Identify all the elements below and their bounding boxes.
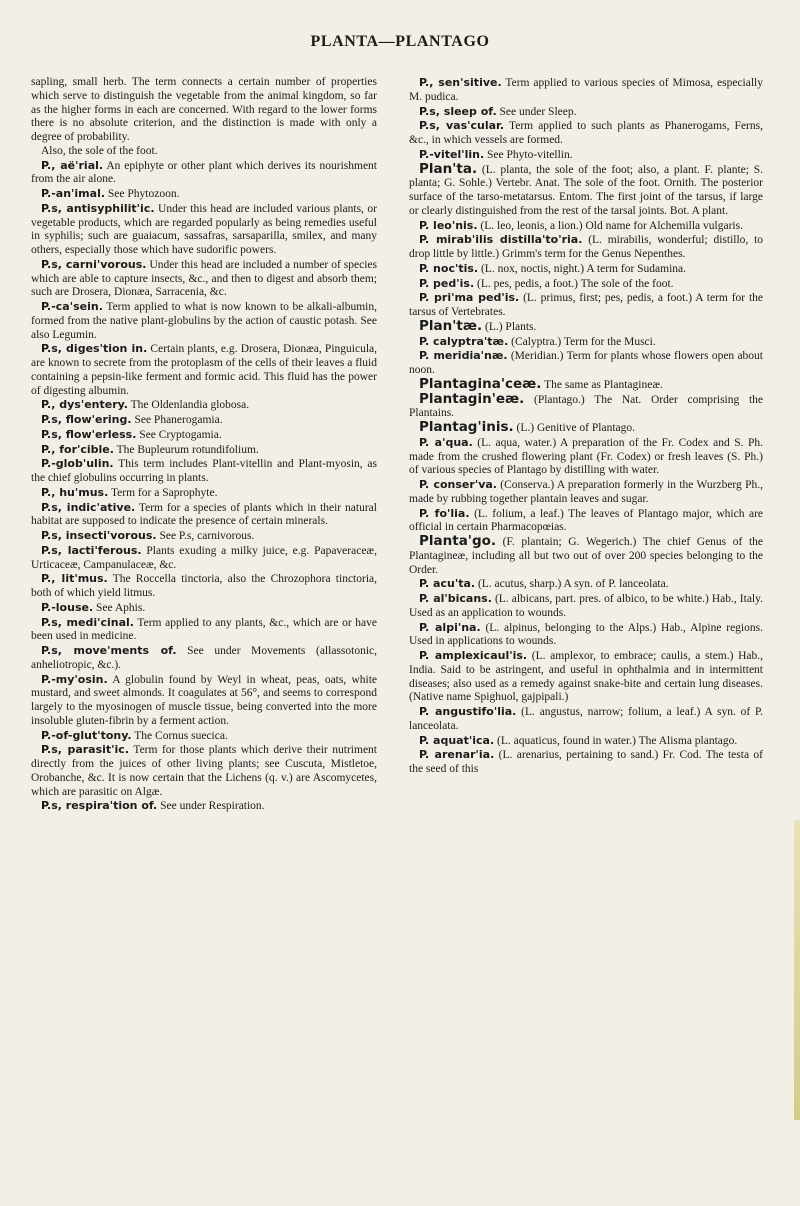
entry-headword: P. arenar'ia. bbox=[419, 748, 495, 762]
entry-definition: Term applied to such plants as Phanerogams, Ferns, &c., in which vessels are formed. bbox=[409, 120, 763, 146]
dictionary-entry bbox=[31, 145, 377, 159]
entry-headword: P. a'qua. bbox=[419, 435, 473, 449]
entry-headword: P. fo'lia. bbox=[419, 506, 470, 520]
dictionary-entry bbox=[409, 734, 763, 749]
entry-definition: (L. leo, leonis, a lion.) Old name for Alchemilla vulgaris. bbox=[480, 219, 743, 232]
entry-headword: P. mirab'ilis distilla'to'ria. bbox=[419, 233, 583, 247]
dictionary-entry bbox=[31, 601, 377, 616]
entry-definition: (L. acutus, sharp.) A syn. of P. lanceolata. bbox=[477, 578, 669, 591]
entry-definition: (L. arenarius, pertaining to sand.) Fr. Cod. The testa of the seed of this bbox=[409, 749, 764, 775]
entry-headword: Plantagina'ceæ. bbox=[419, 375, 542, 392]
entry-definition: An epiphyte or other plant which derives its nourishment from the air alone. bbox=[31, 159, 377, 186]
entry-definition: The Bupleurum rotundifolium. bbox=[116, 443, 259, 456]
dictionary-entry bbox=[409, 119, 763, 148]
dictionary-entry bbox=[409, 421, 763, 436]
entry-definition: The same as Plantagineæ. bbox=[544, 378, 663, 391]
entry-definition: Also, the sole of the foot. bbox=[41, 144, 158, 157]
entry-headword: P.-glob'ulin. bbox=[41, 457, 114, 471]
dictionary-entry bbox=[31, 616, 377, 645]
entry-headword: P., for'cible. bbox=[41, 442, 114, 456]
dictionary-entry bbox=[31, 413, 377, 428]
dictionary-entry bbox=[31, 202, 377, 258]
entry-definition: (L.) Genitive of Plantago. bbox=[516, 422, 635, 434]
dictionary-entry bbox=[409, 507, 763, 536]
entry-headword: P. acu'ta. bbox=[419, 577, 476, 591]
entry-definition: (L. alpinus, belonging to the Alps.) Hab., Alpine regions. Used in applications to wounds. bbox=[409, 621, 763, 648]
dictionary-entry bbox=[31, 673, 377, 729]
entry-definition: See under Movements (allassotonic, anheliotropic, &c.). bbox=[31, 645, 377, 671]
page-edge bbox=[794, 820, 800, 1120]
dictionary-entry bbox=[409, 233, 763, 262]
dictionary-entry bbox=[31, 342, 377, 398]
entry-headword: P. angustifo'lia. bbox=[419, 705, 517, 718]
entry-headword: P.s, indic'ative. bbox=[41, 500, 136, 514]
entry-definition: See under Respiration. bbox=[160, 800, 265, 813]
dictionary-entry bbox=[31, 258, 377, 300]
entry-definition: Under this head are included various plants, or vegetable products, which are regarded popularly as being remedies useful in syphilis; such are guaiacum, sassafras, sarsaparilla, smilex, and many others, especially those which have sudorific powers. bbox=[31, 202, 377, 256]
entry-definition: Term for a species of plants which in their natural habitat are supposed to indicate the presence of certain minerals. bbox=[31, 501, 377, 528]
entry-definition: (L. aqua, water.) A preparation of the Fr. Codex and S. Ph. made from the crushed flowering plant (Fr. Codex) or fresh leaves (S. Ph.) of various species of Plantago by distilling with water. bbox=[409, 436, 763, 477]
dictionary-entry bbox=[409, 277, 763, 292]
entry-definition: See Phyto-vitellin. bbox=[487, 148, 573, 161]
entry-headword: Plantagin'eæ. bbox=[419, 390, 525, 407]
dictionary-entry bbox=[409, 577, 763, 592]
entry-definition: (Meridian.) Term for plants whose flowers open about noon. bbox=[409, 350, 763, 376]
entry-headword: P. conser'va. bbox=[419, 478, 497, 491]
entry-headword: P.s, parasit'ic. bbox=[41, 743, 129, 757]
dictionary-entry bbox=[31, 743, 377, 799]
entry-headword: P. leo'nis. bbox=[419, 218, 478, 232]
dictionary-entry bbox=[31, 529, 377, 544]
dictionary-entry bbox=[409, 621, 763, 650]
entry-headword: P. calyptra'tæ. bbox=[419, 334, 509, 348]
entry-headword: P.s, insecti'vorous. bbox=[41, 529, 157, 542]
entry-definition: Under this head are included a number of species which are able to capture insects, &c., and then to digest and absorb them; such are Drosera, Dionæa, Sarracenia, &c. bbox=[31, 258, 377, 299]
dictionary-entry bbox=[31, 457, 377, 486]
dictionary-entry bbox=[409, 705, 763, 734]
entry-definition: See Aphis. bbox=[96, 601, 146, 614]
entry-definition: (L.) Plants. bbox=[484, 320, 537, 333]
entry-headword: P.s, antisyphilit'ic. bbox=[41, 201, 155, 215]
entry-definition: (L. pes, pedis, a foot.) The sole of the foot. bbox=[477, 277, 674, 290]
dictionary-entry bbox=[409, 219, 763, 234]
dictionary-entry bbox=[409, 262, 763, 277]
entry-definition: (L. amplexor, to embrace; caulis, a stem.) Hab., India. Said to be astringent, and useful in ophthalmia and in intermittent diseases; also used as a remedy against snake-bite and certain lung diseases. (Native name Spighuol, gajpipali.) bbox=[409, 650, 763, 704]
dictionary-entry bbox=[409, 105, 763, 120]
dictionary-entry bbox=[31, 644, 377, 673]
entry-headword: P., sen'sitive. bbox=[419, 76, 502, 89]
dictionary-entry bbox=[31, 544, 377, 573]
entry-headword: P., hu'mus. bbox=[41, 485, 109, 499]
dictionary-entry bbox=[31, 501, 377, 530]
dictionary-entry bbox=[409, 349, 763, 378]
entry-headword: Plan'ta. bbox=[419, 160, 478, 177]
entry-definition: (L. nox, noctis, night.) A term for Sudamina. bbox=[480, 262, 687, 275]
dictionary-entry bbox=[31, 300, 377, 342]
dictionary-entry bbox=[31, 443, 377, 458]
entry-headword: P., lit'mus. bbox=[41, 572, 108, 586]
entry-headword: Plan'tæ. bbox=[419, 317, 483, 334]
entry-headword: P.-of-glut'tony. bbox=[41, 728, 132, 742]
entry-definition: See Phanerogamia. bbox=[134, 414, 223, 426]
dictionary-entry bbox=[409, 291, 763, 320]
entry-definition: Certain plants, e.g. Drosera, Dionæa, Pinguicula, are known to secrete from the protoplasm of the cells of their leaves a fluid containing a pepsin-like ferment and formic acid. This fluid has the power of digesting albumin. bbox=[31, 343, 377, 397]
entry-definition: See under Sleep. bbox=[499, 105, 577, 118]
entry-headword: P., dys'entery. bbox=[41, 398, 128, 412]
dictionary-entry bbox=[409, 592, 763, 621]
dictionary-entry bbox=[31, 428, 377, 443]
dictionary-entry bbox=[31, 486, 377, 501]
entry-headword: P. alpi'na. bbox=[419, 620, 481, 634]
entry-headword: P. ped'is. bbox=[419, 276, 475, 290]
entry-definition: The Roccella tinctoria, also the Chrozophora tinctoria, both of which yield litmus. bbox=[31, 573, 377, 599]
entry-definition: (Plantago.) The Nat. Order comprising the Plantains. bbox=[409, 393, 764, 420]
entry-headword: P.s, diges'tion in. bbox=[41, 342, 148, 356]
dictionary-entry bbox=[409, 160, 764, 219]
entry-definition: Plants exuding a milky juice, e.g. Papaveraceæ, Urticaceæ, Campanulaceæ, &c. bbox=[31, 544, 377, 571]
dictionary-entry bbox=[31, 187, 377, 202]
entry-definition: Term for those plants which derive their nutriment directly from the juices of other living plants; see Cuscuta, Mistletoe, Orobanche, &c. It is now certain that the Lichens (q. v.) are Ascomycetes, which are parasitic on Algæ. bbox=[31, 744, 377, 798]
entry-definition: See Cryptogamia. bbox=[139, 428, 222, 441]
entry-definition: Term applied to any plants, &c., which are or have been used in medicine. bbox=[31, 616, 377, 643]
dictionary-entry bbox=[409, 335, 763, 350]
dictionary-entry bbox=[31, 398, 377, 413]
entry-headword: P. aquat'ica. bbox=[419, 733, 495, 747]
entry-headword: P. amplexicaul'is. bbox=[419, 649, 528, 662]
entry-definition: (L. mirabilis, wonderful; distillo, to drop little by little.) Grimm's term for the Genus Nepenthes. bbox=[409, 234, 764, 260]
dictionary-entry bbox=[409, 535, 763, 577]
dictionary-entry bbox=[409, 76, 763, 105]
entry-definition: The Cornus suecica. bbox=[134, 729, 228, 742]
dictionary-entry bbox=[409, 317, 763, 335]
entry-definition: Term applied to various species of Mimosa, especially M. pudica. bbox=[409, 77, 764, 103]
dictionary-entry bbox=[409, 436, 763, 478]
entry-headword: P., aë'rial. bbox=[41, 158, 104, 172]
entry-headword: P.s, lacti'ferous. bbox=[41, 543, 142, 557]
entry-definition: A globulin found by Weyl in wheat, peas, oats, white mustard, and sweet almonds. It coagulates at 56°, and seems to correspond largely to the myosinogen of muscle tissue, being converted into the more insoluble gluten-fibrin by a ferment action. bbox=[31, 673, 377, 727]
dictionary-entry bbox=[409, 390, 764, 422]
entry-definition: Term applied to what is now known to be alkali-albumin, formed from the native plant-globulins by the action of caustic potash. See also Legumin. bbox=[31, 301, 377, 341]
entry-definition: (L. angustus, narrow; folium, a leaf.) A syn. of P. lanceolata. bbox=[409, 706, 763, 732]
entry-definition: (Calyptra.) Term for the Musci. bbox=[511, 335, 656, 348]
dictionary-entry bbox=[31, 729, 377, 744]
left-column bbox=[31, 76, 377, 814]
entry-definition: (L. folium, a leaf.) The leaves of Plantago major, which are official in certain Pharmacopœias. bbox=[409, 507, 764, 534]
running-header: PLANTA—PLANTAGO bbox=[310, 33, 490, 50]
entry-headword: Planta'go. bbox=[419, 533, 497, 549]
dictionary-entry bbox=[409, 649, 763, 705]
entry-definition: (Conserva.) A preparation formerly in the Wurzberg Ph., made by rubbing together plantain leaves and sugar. bbox=[409, 479, 763, 505]
entry-headword: P.s, flow'erless. bbox=[41, 427, 137, 441]
entry-definition: (L. planta, the sole of the foot; also, a plant. F. plante; S. planta; G. Sohle.) Vertebr. Anat. The sole of the foot. Ornith. The posterior surface of the tarso-metatarsus. Entom. The first joint of the tarsus, if large or clearly distinguished from the rest of the tarsal joints. Bot. A plant. bbox=[409, 163, 764, 217]
entry-headword: P.s, vas'cular. bbox=[419, 119, 505, 133]
entry-headword: P.s, medi'cinal. bbox=[41, 615, 134, 629]
dictionary-entry bbox=[31, 572, 377, 601]
entry-definition: This term includes Plant-vitellin and Plant-myosin, as the chief globulins occurring in plants. bbox=[31, 458, 377, 484]
entry-headword: P. noc'tis. bbox=[419, 261, 479, 275]
entry-definition: (L. aquaticus, found in water.) The Alisma plantago. bbox=[497, 734, 738, 747]
entry-definition: The Oldenlandia globosa. bbox=[130, 399, 250, 412]
entry-headword: P. al'bicans. bbox=[419, 592, 492, 605]
entry-headword: P. pri'ma ped'is. bbox=[419, 291, 520, 305]
entry-headword: P.-vitel'lin. bbox=[419, 147, 485, 161]
entry-headword: P.-ca'sein. bbox=[41, 300, 103, 313]
entry-headword: Plantag'inis. bbox=[419, 419, 514, 435]
entry-definition: (L. primus, first; pes, pedis, a foot.) A term for the tarsus of Vertebrates. bbox=[409, 292, 764, 318]
entry-definition: sapling, small herb. The term connects a certain number of properties which serve to distinguish the vegetable from the animal kingdom, so far as the higher forms in each are concerned. With regard to the lower forms there is no absolute criterion, and the distinction is made with only a degree of probability. bbox=[31, 76, 377, 143]
entry-headword: P. meridia'næ. bbox=[419, 349, 508, 363]
entry-headword: P.-my'osin. bbox=[41, 672, 108, 686]
entry-definition: See Phytozoon. bbox=[107, 188, 180, 200]
entry-definition: See P.s, carnivorous. bbox=[159, 530, 255, 542]
entry-definition: (F. plantain; G. Wegerich.) The chief Genus of the Plantagineæ, including all but two out of over 200 species belonging to the Order. bbox=[409, 536, 763, 576]
dictionary-entry bbox=[31, 76, 377, 145]
dictionary-entry bbox=[31, 799, 377, 814]
dictionary-entry bbox=[31, 159, 377, 188]
entry-headword: P.-an'imal. bbox=[41, 187, 106, 200]
entry-definition: (L. albicans, part. pres. of albico, to be white.) Hab., Italy. Used as an application to wounds. bbox=[409, 593, 764, 619]
entry-headword: P.s, carni'vorous. bbox=[41, 257, 147, 271]
right-column bbox=[409, 76, 763, 777]
dictionary-entry bbox=[409, 478, 763, 507]
entry-headword: P.s, flow'ering. bbox=[41, 413, 132, 426]
entry-definition: Term for a Saprophyte. bbox=[110, 486, 218, 499]
entry-headword: P.s, sleep of. bbox=[419, 104, 497, 118]
entry-headword: P.-louse. bbox=[41, 600, 94, 614]
entry-headword: P.s, respira'tion of. bbox=[41, 799, 158, 813]
dictionary-entry bbox=[409, 748, 763, 777]
entry-headword: P.s, move'ments of. bbox=[41, 644, 177, 657]
